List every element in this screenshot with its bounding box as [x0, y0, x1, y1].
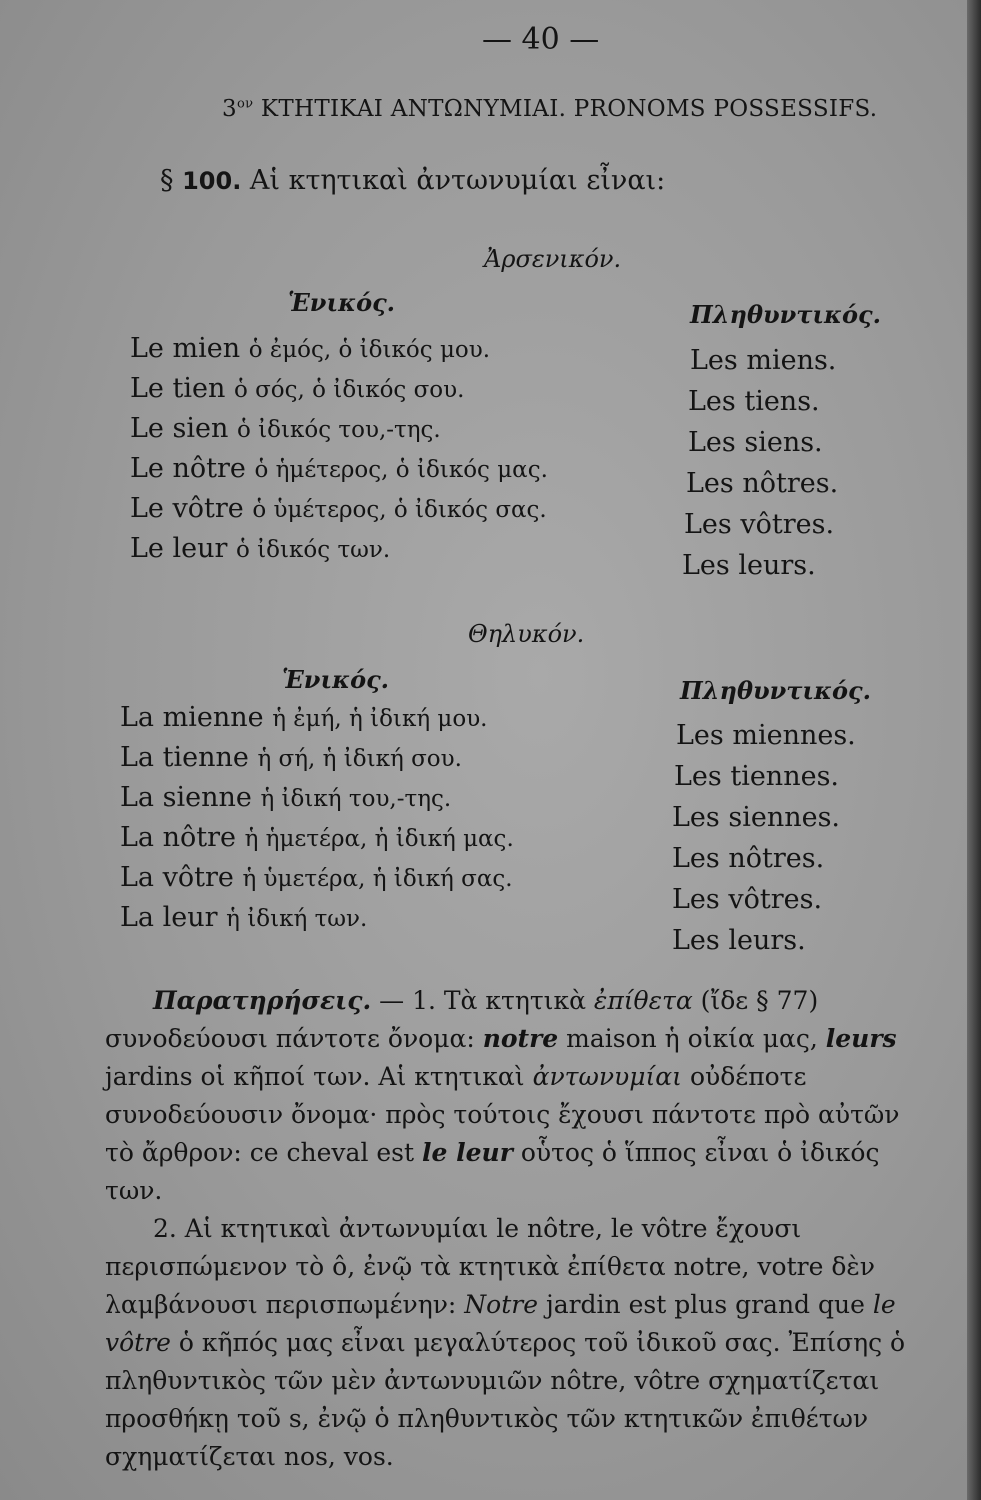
masc-fr-1: Le mien: [130, 333, 241, 364]
masculine-label: Ἀρσενικόν.: [484, 245, 622, 273]
masc-gr-6: ὁ ἰδικός των.: [236, 537, 391, 563]
masc-row-5: [130, 493, 547, 524]
fem-plural-4: Les nôtres.: [672, 843, 825, 874]
fem-fr-4: La nôtre: [120, 822, 236, 853]
masc-plural-2: Les tiens.: [688, 386, 820, 417]
masculine-singular-heading: Ἑνικός.: [288, 288, 396, 317]
obs1-text-3: maison ἡ οἰκία μας,: [558, 1024, 826, 1053]
observation-1: [105, 982, 917, 1210]
header-title: ΚΤΗΤΙΚΑΙ ΑΝΤΩΝΥΜΙΑΙ. PRONOMS POSSESSIFS.: [260, 96, 878, 122]
feminine-label: Θηλυκόν.: [468, 620, 585, 648]
fem-fr-3: La sienne: [120, 782, 252, 813]
masc-fr-2: Le tien: [130, 373, 226, 404]
masc-plural-6: Les leurs.: [682, 550, 816, 581]
fem-gr-6: ἡ ἰδική των.: [226, 906, 368, 932]
fem-row-4: [120, 822, 514, 853]
obs1-emph-4: ἀντωνυμίαι: [532, 1062, 682, 1091]
masc-fr-5: Le vôtre: [130, 493, 244, 524]
section-text: Αἱ κτητικαὶ ἀντωνυμίαι εἶναι:: [249, 165, 666, 196]
masc-gr-5: ὁ ὑμέτερος, ὁ ἰδικός σας.: [252, 497, 547, 523]
fem-row-6: [120, 902, 367, 933]
masc-fr-6: Le leur: [130, 533, 228, 564]
fem-plural-6: Les leurs.: [672, 925, 806, 956]
header-ordinal: 3: [222, 96, 237, 122]
masculine-plural-heading: Πληθυντικός.: [690, 300, 881, 329]
fem-plural-5: Les vôtres.: [672, 884, 823, 915]
masc-gr-4: ὁ ἡμέτερος, ὁ ἰδικός μας.: [254, 457, 548, 483]
masc-fr-4: Le nôtre: [130, 453, 246, 484]
masc-plural-5: Les vôtres.: [684, 509, 835, 540]
obs1-text-4: jardins οἱ κῆποί των. Αἱ κτητικαὶ: [105, 1062, 533, 1091]
obs2-emph-2: le vôtre: [105, 1290, 896, 1357]
header-ordinal-suffix: ον: [236, 96, 254, 112]
fem-fr-6: La leur: [120, 902, 218, 933]
observations-label: Παρατηρήσεις.: [153, 986, 372, 1015]
fem-plural-1: Les miennes.: [676, 720, 856, 751]
obs1-text-6: οὗτος ὁ ἵππος εἶναι ὁ ἰδικός των.: [105, 1138, 880, 1205]
masc-row-6: [130, 533, 390, 564]
fem-gr-4: ἡ ἡμετέρα, ἡ ἰδική μας.: [244, 826, 514, 852]
section-number: 100.: [182, 167, 242, 195]
masc-row-2: [130, 373, 464, 404]
obs1-text-1: — 1. Τὰ κτητικὰ: [371, 986, 594, 1015]
obs2-text-2: jardin est plus grand que: [538, 1290, 873, 1319]
fem-row-2: [120, 742, 462, 773]
fem-gr-2: ἡ σή, ἡ ἰδική σου.: [257, 746, 462, 772]
obs1-text-2: (ἴδε § 77) συνοδεύουσι πάντοτε ὄνομα:: [105, 986, 819, 1053]
obs1-text-5: οὐδέποτε συνοδεύουσιν ὄνομα· πρὸς τούτοις ἔχουσι πάντοτε πρὸ αὐτῶν τὸ ἄρθρον: ce cheval est: [105, 1062, 900, 1167]
chapter-header: [222, 96, 877, 122]
observation-2: [105, 1210, 917, 1476]
fem-fr-5: La vôtre: [120, 862, 234, 893]
section-symbol: §: [160, 165, 174, 196]
fem-gr-1: ἡ ἐμή, ἡ ἰδική μου.: [272, 706, 488, 732]
obs1-emph-2: notre: [482, 1024, 559, 1053]
obs1-emph-3: leurs: [825, 1024, 897, 1053]
observations: [105, 982, 917, 1476]
obs2-text-1: 2. Αἱ κτητικαὶ ἀντωνυμίαι le nôtre, le vôtre ἔχουσι περισπώμενον τὸ ô, ἐνῷ τὰ κτητικὰ ἐπίθετα notre, votre δὲν λαμβάνουσι περισπωμένην:: [105, 1214, 875, 1319]
page-number: — 40 —: [482, 22, 600, 57]
fem-fr-1: La mienne: [120, 702, 264, 733]
page-edge-shadow: [967, 0, 981, 1500]
masc-gr-2: ὁ σός, ὁ ἰδικός σου.: [233, 377, 465, 403]
masc-plural-3: Les siens.: [688, 427, 823, 458]
feminine-plural-heading: Πληθυντικός.: [680, 676, 871, 705]
fem-row-3: [120, 782, 451, 813]
masc-row-1: [130, 333, 490, 364]
obs1-emph-1: ἐπίθετα: [593, 986, 693, 1015]
fem-fr-2: La tienne: [120, 742, 249, 773]
fem-plural-3: Les siennes.: [672, 802, 841, 833]
fem-gr-5: ἡ ὑμετέρα, ἡ ἰδική σας.: [242, 866, 513, 892]
masc-row-4: [130, 453, 548, 484]
obs1-emph-5: le leur: [422, 1138, 513, 1167]
fem-gr-3: ἡ ἰδική του,-της.: [260, 786, 452, 812]
section-heading: [160, 165, 665, 196]
masc-fr-3: Le sien: [130, 413, 229, 444]
masc-plural-1: Les miens.: [690, 345, 837, 376]
obs2-emph-1: Notre: [464, 1290, 538, 1319]
obs2-text-3: ὁ κῆπός μας εἶναι μεγαλύτερος τοῦ ἰδικοῦ σας. Ἐπίσης ὁ πληθυντικὸς τῶν μὲν ἀντωνυμιῶν nôtre, vôtre σχηματίζεται προσθήκῃ τοῦ s, ἐνῷ ὁ πληθυντικὸς τῶν κτητικῶν ἐπιθέτων σχηματίζεται nos, vos.: [105, 1328, 906, 1471]
fem-row-1: [120, 702, 488, 733]
masc-plural-4: Les nôtres.: [686, 468, 839, 499]
fem-row-5: [120, 862, 513, 893]
fem-plural-2: Les tiennes.: [674, 761, 840, 792]
masc-gr-1: ὁ ἐμός, ὁ ἰδικός μου.: [248, 337, 491, 363]
masc-row-3: [130, 413, 441, 444]
masc-gr-3: ὁ ἰδικός του,-της.: [236, 417, 441, 443]
feminine-singular-heading: Ἑνικός.: [282, 665, 390, 694]
